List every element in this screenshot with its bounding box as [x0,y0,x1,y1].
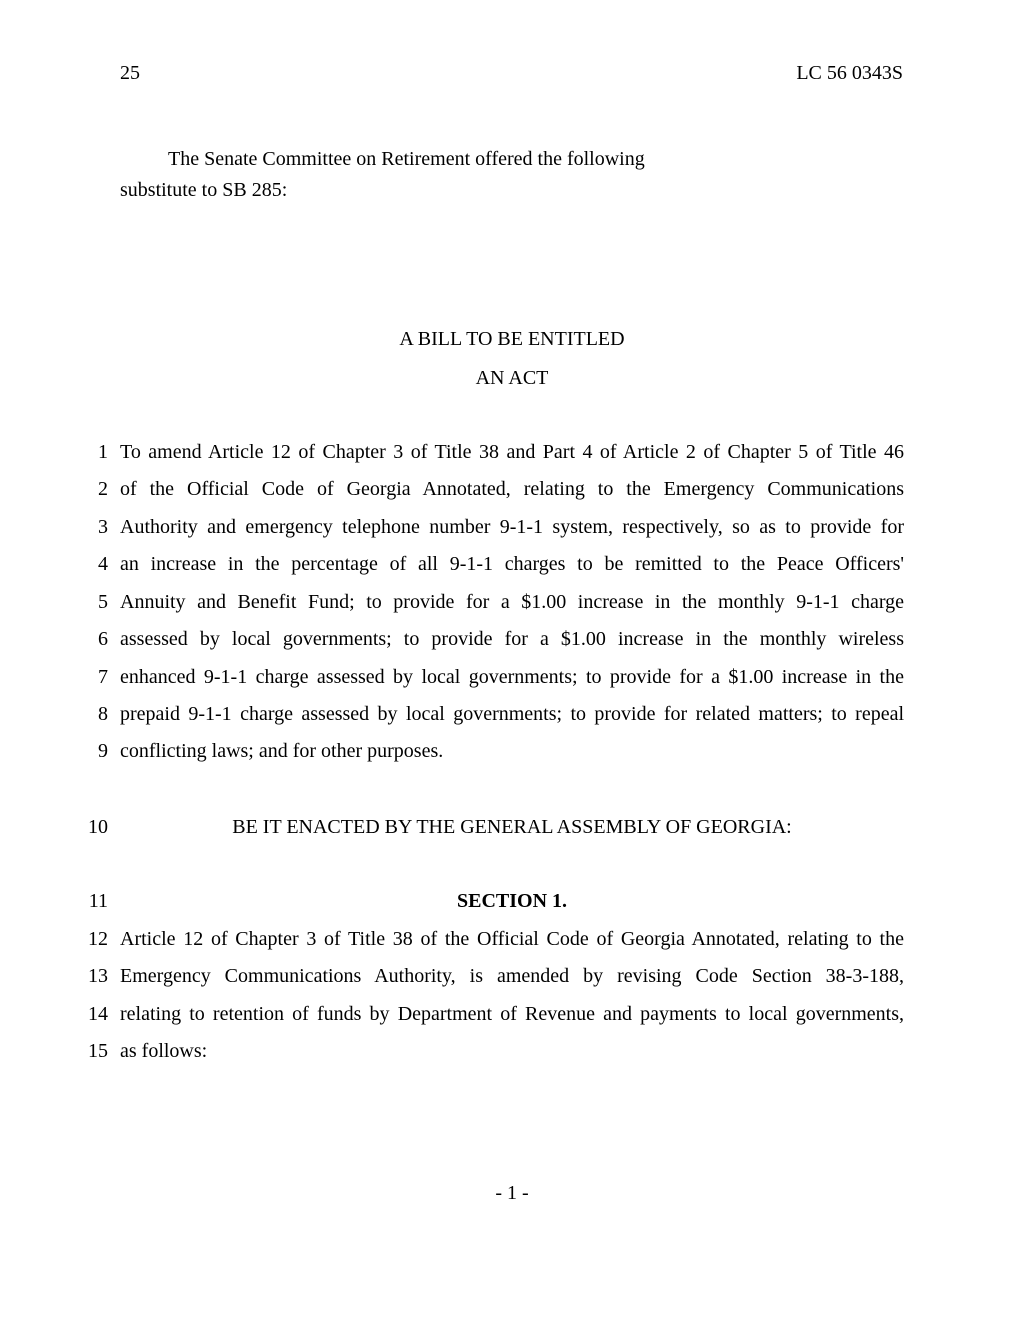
line-number: 4 [98,553,108,575]
line-number: 2 [98,478,108,500]
body-line: Emergency Communications Authority, is amended by revising Code Section 38-3-188, [120,965,904,987]
body-line: of the Official Code of Georgia Annotated, relating to the Emergency Communications [120,478,904,500]
body-line: Article 12 of Chapter 3 of Title 38 of the Official Code of Georgia Annotated, relating to the [120,928,904,950]
header-doc-code: LC 56 0343S [796,62,903,84]
line-number: 11 [88,890,108,912]
body-line: conflicting laws; and for other purposes. [120,740,444,762]
line-number: 14 [88,1003,108,1025]
body-line: Annuity and Benefit Fund; to provide for a $1.00 increase in the monthly 9-1-1 charge [120,591,904,613]
line-number: 13 [88,965,108,987]
page-number: - 1 - [495,1182,529,1204]
body-line: relating to retention of funds by Department of Revenue and payments to local governments, [120,1003,904,1025]
line-number: 9 [98,740,108,762]
intro-line-2: substitute to SB 285: [120,179,288,201]
line-number: 3 [98,516,108,538]
body-line: enhanced 9-1-1 charge assessed by local governments; to provide for a $1.00 increase in the [120,666,904,688]
body-line: prepaid 9-1-1 charge assessed by local governments; to provide for related matters; to repeal [120,703,904,725]
line-number: 8 [98,703,108,725]
line-number: 6 [98,628,108,650]
line-number: 5 [98,591,108,613]
line-number: 15 [88,1040,108,1062]
body-line: an increase in the percentage of all 9-1-1 charges to be remitted to the Peace Officers' [120,553,904,575]
body-line: To amend Article 12 of Chapter 3 of Title 38 and Part 4 of Article 2 of Chapter 5 of Title 46 [120,441,904,463]
body-line: Authority and emergency telephone number 9-1-1 system, respectively, so as to provide for [120,516,904,538]
section-heading: SECTION 1. [456,890,568,912]
intro-paragraph [120,144,820,206]
enacting-clause: BE IT ENACTED BY THE GENERAL ASSEMBLY OF GEORGIA: [232,816,792,838]
intro-line-1: The Senate Committee on Retirement offered the following [168,148,645,170]
bill-title: A BILL TO BE ENTITLED [399,328,625,350]
line-number: 10 [88,816,108,838]
body-line: assessed by local governments; to provide for a $1.00 increase in the monthly wireless [120,628,904,650]
body-line: as follows: [120,1040,208,1062]
line-number: 7 [98,666,108,688]
line-number: 1 [98,441,108,463]
header-page-ref: 25 [120,62,140,84]
act-title: AN ACT [475,367,549,389]
line-number: 12 [88,928,108,950]
